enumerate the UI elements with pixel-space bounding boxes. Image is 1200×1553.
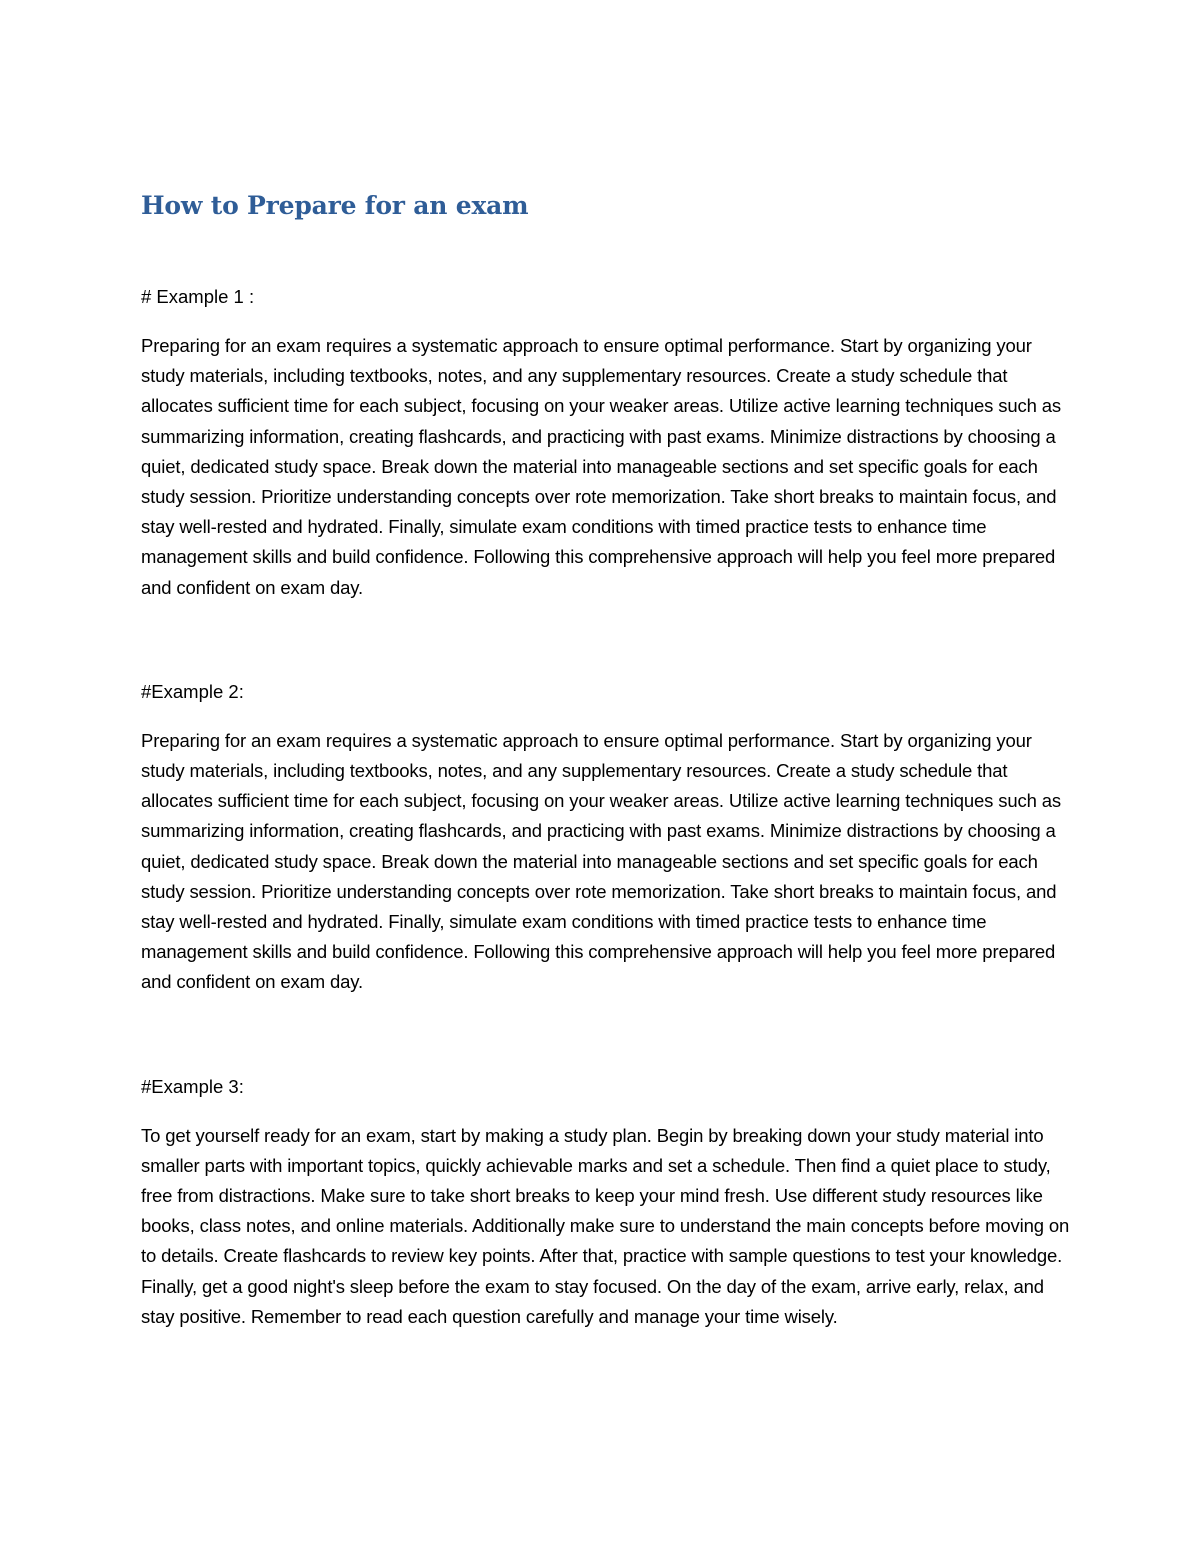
section-heading: #Example 3: [141,1075,244,1097]
document-content [141,186,1071,1332]
section-paragraph: Preparing for an exam requires a systematic approach to ensure optimal performance. Start by organizing your study materials, including textbooks, notes, and any supplementary resources. Create a study schedule that allocates sufficient time for each subject, focusing on your weaker areas. Utilize active learning techniques such as summarizing information, creating flashcards, and practicing with past exams. Minimize distractions by choosing a quiet, dedicated study space. Break down the material into manageable sections and set specific goals for each study session. Prioritize understanding concepts over rote memorization. Take short breaks to maintain focus, and stay well-rested and hydrated. Finally, simulate exam conditions with timed practice tests to enhance time management skills and build confidence. Following this comprehensive approach will help you feel more prepared and confident on exam day. [141,729,1061,993]
section-paragraph: Preparing for an exam requires a systematic approach to ensure optimal performance. Start by organizing your study materials, including textbooks, notes, and any supplementary resources. Create a study schedule that allocates sufficient time for each subject, focusing on your weaker areas. Utilize active learning techniques such as summarizing information, creating flashcards, and practicing with past exams. Minimize distractions by choosing a quiet, dedicated study space. Break down the material into manageable sections and set specific goals for each study session. Prioritize understanding concepts over rote memorization. Take short breaks to maintain focus, and stay well-rested and hydrated. Finally, simulate exam conditions with timed practice tests to enhance time management skills and build confidence. Following this comprehensive approach will help you feel more prepared and confident on exam day. [141,335,1061,598]
section-heading: # Example 1 : [141,286,255,307]
section-heading: #Example 2: [141,680,244,702]
document-title: How to Prepare for an exam [141,191,529,220]
example-section-3 [141,1072,1071,1332]
example-section-1 [141,282,1071,603]
example-section-2 [141,677,1071,998]
section-paragraph: To get yourself ready for an exam, start by making a study plan. Begin by breaking down your study material into smaller parts with important topics, quickly achievable marks and set a schedule. Then find a quiet place to study, free from distractions. Make sure to take short breaks to keep your mind fresh. Use different study resources like books, class notes, and online materials. Additionally make sure to understand the main concepts before moving on to details. Create flashcards to review key points. After that, practice with sample questions to test your knowledge. Finally, get a good night's sleep before the exam to stay focused. On the day of the exam, arrive early, relax, and stay positive. Remember to read each question carefully and manage your time wisely. [141,1124,1070,1327]
